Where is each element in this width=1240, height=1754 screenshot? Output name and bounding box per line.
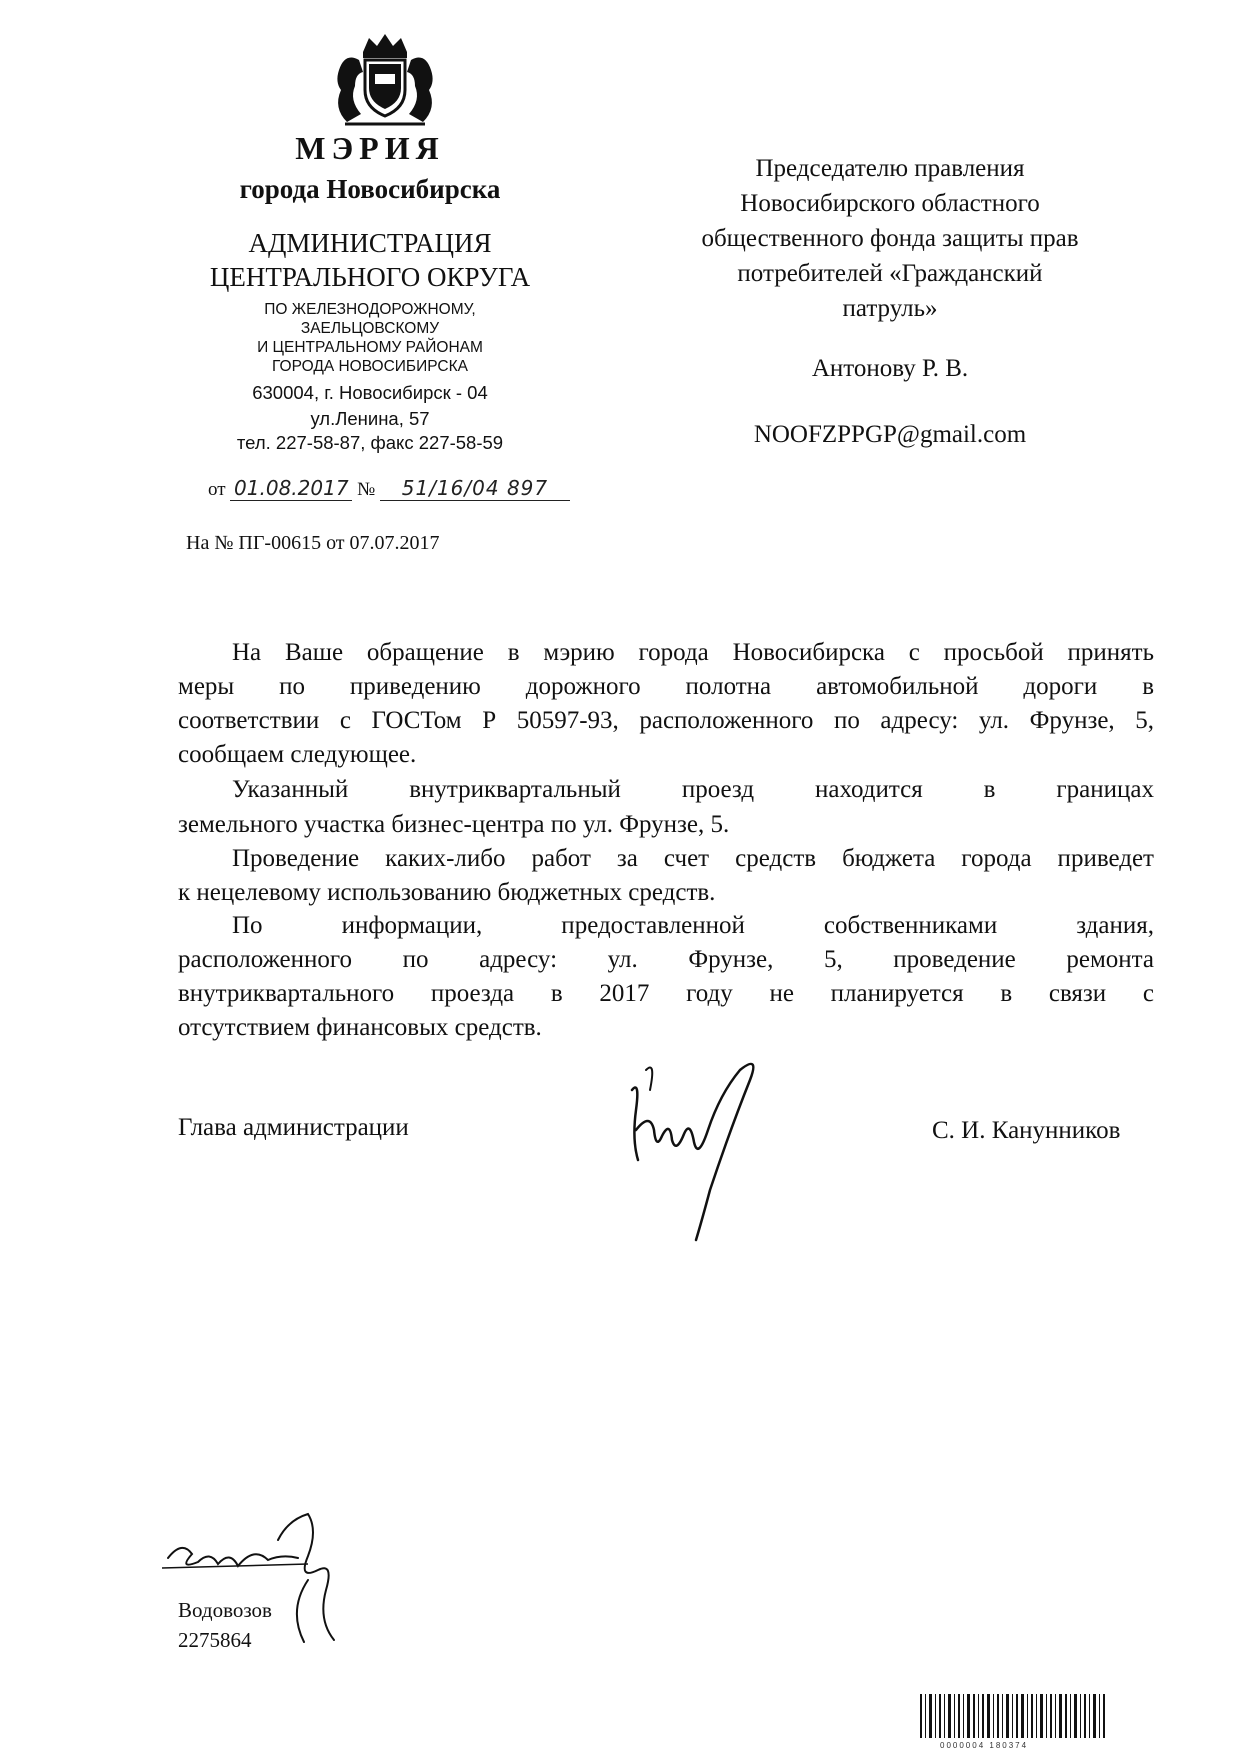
letterhead-address-line2: ул.Ленина, 57: [310, 408, 430, 429]
signer-title: Глава администрации: [178, 1114, 409, 1141]
body-line: земельного участка бизнес-центра по ул. Фрунзе, 5.: [178, 811, 730, 838]
body-line: расположенного по адресу: ул. Фрунзе, 5, проведение ремонта: [178, 946, 1154, 973]
outgoing-number-handwritten: 51/16/04 897: [380, 476, 570, 501]
body-line: внутриквартального проезда в 2017 году не планируется в связи с: [178, 980, 1154, 1007]
addressee-line: общественного фонда защиты прав: [701, 225, 1079, 252]
body-line: По информации, предоставленной собственниками здания,: [232, 912, 1154, 939]
addressee-line: Новосибирского областного: [740, 190, 1040, 217]
executor-name: Водовозов: [178, 1598, 272, 1622]
addressee-name: Антонову Р. В.: [811, 355, 969, 382]
outgoing-number-row: [208, 476, 570, 501]
barcode-icon: [918, 1692, 1108, 1744]
letterhead-address-line1: 630004, г. Новосибирск - 04: [252, 382, 488, 403]
outgoing-from-label: от: [208, 479, 226, 500]
letterhead-district-line: ГОРОДА НОВОСИБИРСКА: [272, 358, 468, 375]
letterhead-district-line: И ЦЕНТРАЛЬНОМУ РАЙОНАМ: [257, 339, 483, 356]
reference-line: На № ПГ-00615 от 07.07.2017: [186, 532, 440, 554]
letterhead-phones: тел. 227-58-87, факс 227-58-59: [236, 432, 504, 453]
letterhead-admin-line2: ЦЕНТРАЛЬНОГО ОКРУГА: [209, 262, 531, 292]
executor-phone: 2275864: [178, 1628, 252, 1652]
outgoing-number-label: №: [357, 479, 376, 500]
body-line: сообщаем следующее.: [178, 741, 417, 768]
city-coat-of-arms-icon: [325, 30, 445, 130]
body-line: отсутствием финансовых средств.: [178, 1014, 542, 1041]
body-line: к нецелевому использованию бюджетных средств.: [178, 879, 716, 906]
addressee-line: патруль»: [842, 295, 938, 322]
letterhead-admin-line1: АДМИНИСТРАЦИЯ: [248, 228, 492, 258]
letterhead-districts: [180, 300, 560, 376]
outgoing-date-handwritten: 01.08.2017: [230, 476, 352, 501]
body-line: Проведение каких-либо работ за счет средств бюджета города приведет: [232, 845, 1154, 872]
addressee-line: Председателю правления: [755, 155, 1025, 182]
body-line: Указанный внутриквартальный проезд находится в границах: [232, 776, 1154, 803]
body-line: соответствии с ГОСТом Р 50597-93, расположенного по адресу: ул. Фрунзе, 5,: [178, 707, 1154, 734]
addressee-line: потребителей «Гражданский: [737, 260, 1043, 287]
barcode-number: 0000004 180374: [940, 1741, 1029, 1750]
signer-name: С. И. Канунников: [932, 1117, 1121, 1144]
letterhead-city: города Новосибирска: [239, 174, 501, 204]
letterhead-title: МЭРИЯ: [295, 130, 445, 166]
handwritten-signature: [610, 1050, 770, 1250]
body-line: меры по приведению дорожного полотна автомобильной дороги в: [178, 673, 1154, 700]
letterhead-district-line: ЗАЕЛЬЦОВСКОМУ: [300, 320, 440, 337]
addressee-email: NOOFZPPGP@gmail.com: [753, 421, 1027, 448]
letterhead-district-line: ПО ЖЕЛЕЗНОДОРОЖНОМУ,: [264, 301, 476, 318]
body-line: На Ваше обращение в мэрию города Новосибирска с просьбой принять: [232, 639, 1154, 666]
